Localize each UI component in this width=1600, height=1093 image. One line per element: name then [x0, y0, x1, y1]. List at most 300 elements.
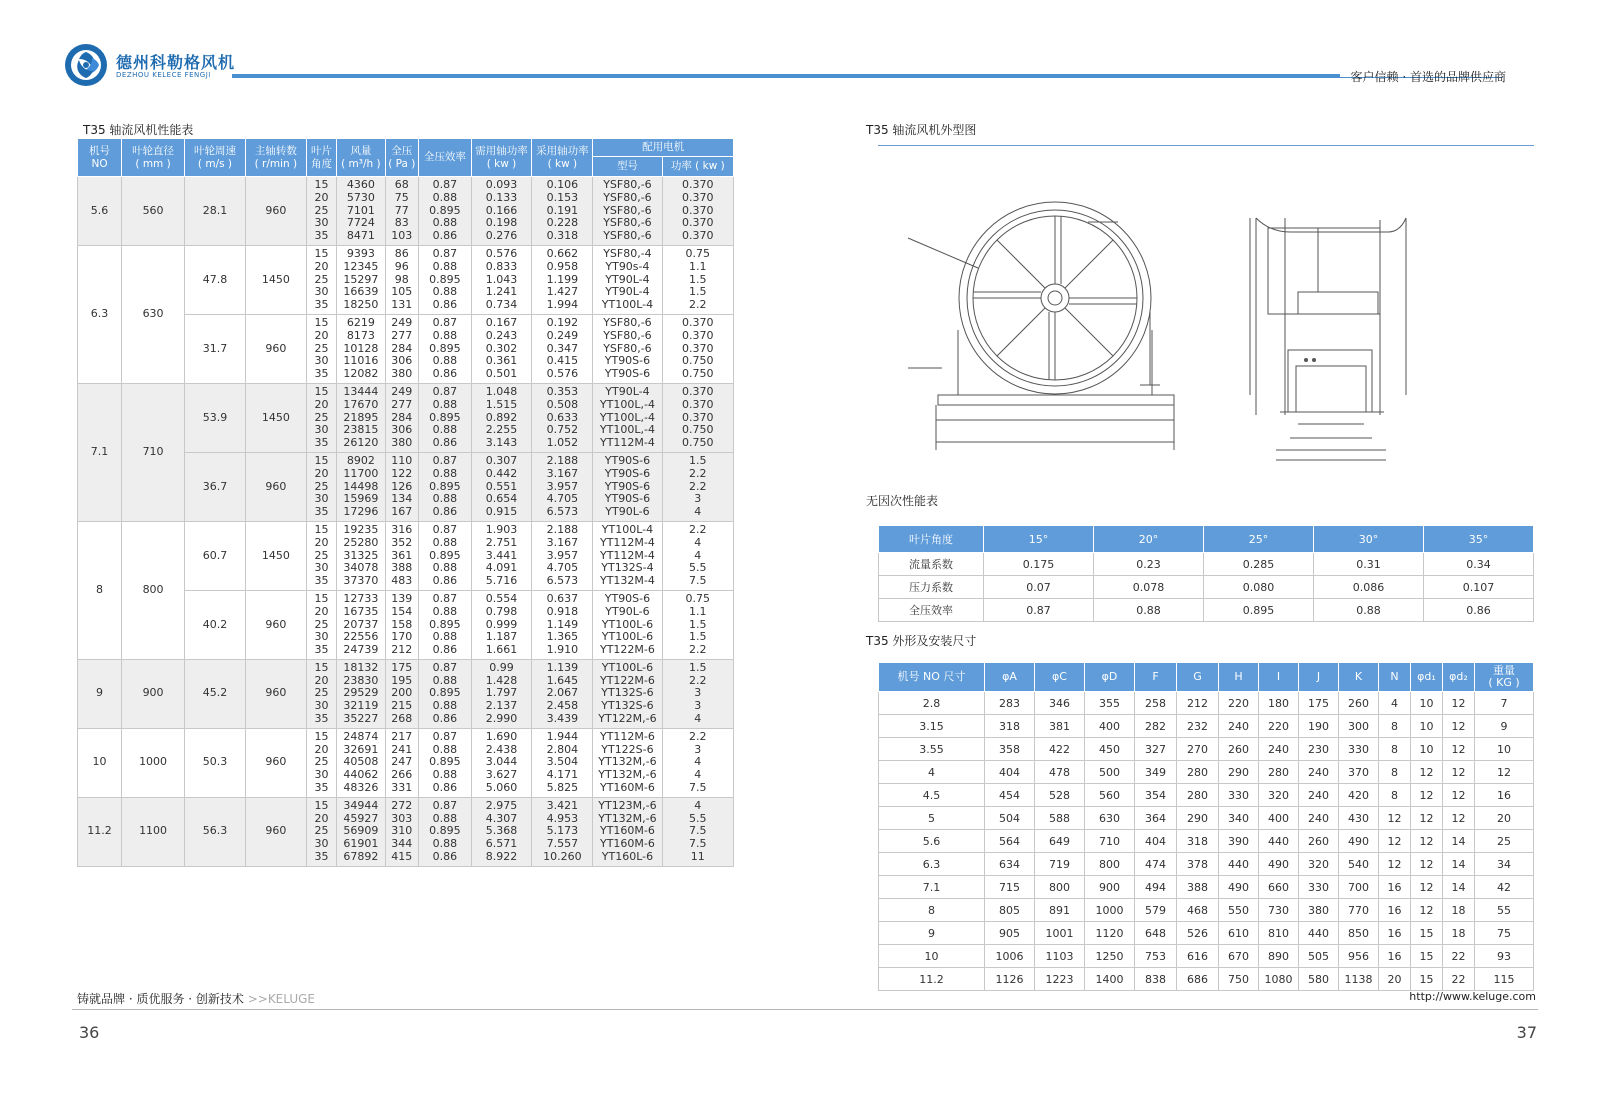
cell-efficiency: 0.87 0.88 0.895 0.88 0.86 — [419, 659, 471, 728]
dims-cell: 282 — [1135, 715, 1177, 738]
dims-cell: 440 — [1299, 922, 1339, 945]
dims-header-cell: N — [1379, 663, 1411, 692]
dims-cell: 260 — [1339, 692, 1379, 715]
dims-header-cell: 机号 NO 尺寸 — [879, 663, 985, 692]
cell-motor-model: YSF80,-6 YSF80,-6 YSF80,-6 YSF80,-6 YSF80,-6 — [593, 177, 662, 246]
dims-cell: 34 — [1475, 853, 1534, 876]
dims-cell: 490 — [1339, 830, 1379, 853]
dimless-cell: 0.34 — [1424, 553, 1534, 576]
table-row — [879, 945, 1534, 968]
dims-cell: 93 — [1475, 945, 1534, 968]
dims-cell: 610 — [1219, 922, 1259, 945]
dims-cell: 8 — [1379, 715, 1411, 738]
dims-header-cell: 重量 ( KG ) — [1475, 663, 1534, 692]
dimless-header-cell: 叶片角度 — [879, 526, 984, 553]
dims-cell: 378 — [1177, 853, 1219, 876]
dims-cell: 404 — [985, 761, 1035, 784]
cell-motor-model: YT123M,-6 YT132M,-6 YT160M-6 YT160M-6 YT160L-6 — [593, 797, 662, 866]
dims-cell: 12 — [1475, 761, 1534, 784]
cell-motor-power: 0.370 0.370 0.370 0.370 0.370 — [662, 177, 733, 246]
cell-efficiency: 0.87 0.88 0.895 0.88 0.86 — [419, 797, 471, 866]
dims-cell: 12 — [1443, 807, 1475, 830]
dims-cell: 220 — [1219, 692, 1259, 715]
dims-cell: 20 — [1379, 968, 1411, 991]
dims-cell: 260 — [1219, 738, 1259, 761]
dimless-cell: 0.080 — [1204, 576, 1314, 599]
dims-cell: 420 — [1339, 784, 1379, 807]
cell-rpm: 960 — [245, 452, 306, 521]
dims-cell: 230 — [1299, 738, 1339, 761]
cell-efficiency: 0.87 0.88 0.895 0.88 0.86 — [419, 383, 471, 452]
dimless-table-body — [879, 553, 1534, 622]
dims-cell: 12 — [1379, 807, 1411, 830]
dimless-cell: 0.175 — [984, 553, 1094, 576]
cell-motor-power: 1.5 2.2 2.2 3 4 — [662, 452, 733, 521]
dims-cell: 280 — [1177, 761, 1219, 784]
dims-cell: 22 — [1443, 945, 1475, 968]
dims-table — [878, 662, 1534, 991]
dims-cell: 12 — [1443, 761, 1475, 784]
dims-cell: 8 — [879, 899, 985, 922]
table-row — [879, 807, 1534, 830]
dims-cell: 5 — [879, 807, 985, 830]
cell-flow: 24874 32691 40508 44062 48326 — [337, 728, 385, 797]
dims-cell: 240 — [1299, 761, 1339, 784]
dims-cell: 700 — [1339, 876, 1379, 899]
brand-logo — [64, 43, 108, 87]
dims-cell: 10 — [879, 945, 985, 968]
th-tip-speed: 叶轮周速 ( m/s ) — [185, 139, 246, 177]
cell-flow: 34944 45927 56909 61901 67892 — [337, 797, 385, 866]
dims-header-cell: φd₂ — [1443, 663, 1475, 692]
dims-header-cell: F — [1135, 663, 1177, 692]
dims-cell: 12 — [1411, 761, 1443, 784]
dims-cell: 12 — [1411, 876, 1443, 899]
dims-cell: 370 — [1339, 761, 1379, 784]
cell-motor-power: 4 5.5 7.5 7.5 11 — [662, 797, 733, 866]
dims-cell: 660 — [1259, 876, 1299, 899]
page-number-left: 36 — [79, 1023, 100, 1042]
cell-angles: 15 20 25 30 35 — [306, 245, 336, 314]
dims-cell: 838 — [1135, 968, 1177, 991]
cell-flow: 6219 8173 10128 11016 12082 — [337, 314, 385, 383]
cell-req-power: 1.903 2.751 3.441 4.091 5.716 — [471, 521, 532, 590]
cell-motor-power: 0.75 1.1 1.5 1.5 2.2 — [662, 590, 733, 659]
dims-table-body — [879, 692, 1534, 991]
dims-cell: 349 — [1135, 761, 1177, 784]
dims-cell: 630 — [1085, 807, 1135, 830]
th-angle: 叶片 角度 — [306, 139, 336, 177]
table-row — [78, 521, 734, 590]
dimless-cell: 0.31 — [1314, 553, 1424, 576]
cell-motor-model: YT112M-6 YT122S-6 YT132M,-6 YT132M,-6 YT160M-6 — [593, 728, 662, 797]
brand-name-cn: 德州科勒格风机 — [116, 53, 236, 72]
dimless-header-cell: 30° — [1314, 526, 1424, 553]
dims-cell: 320 — [1259, 784, 1299, 807]
dims-cell: 14 — [1443, 853, 1475, 876]
cell-rpm: 1450 — [245, 245, 306, 314]
dims-cell: 649 — [1035, 830, 1085, 853]
th-req-power: 需用轴功率 ( kw ) — [471, 139, 532, 177]
cell-req-power: 0.307 0.442 0.551 0.654 0.915 — [471, 452, 532, 521]
drawing-title-rule — [878, 145, 1534, 146]
cell-diameter: 1100 — [122, 797, 185, 866]
dims-cell: 12 — [1443, 784, 1475, 807]
dims-cell: 270 — [1177, 738, 1219, 761]
dims-cell: 800 — [1035, 876, 1085, 899]
dims-cell: 1138 — [1339, 968, 1379, 991]
dims-cell: 9 — [879, 922, 985, 945]
dims-cell: 354 — [1135, 784, 1177, 807]
dims-cell: 430 — [1339, 807, 1379, 830]
drawing-title: T35 轴流风机外型图 — [866, 123, 977, 137]
dims-cell: 75 — [1475, 922, 1534, 945]
dims-cell: 474 — [1135, 853, 1177, 876]
dims-cell: 1080 — [1259, 968, 1299, 991]
cell-req-power: 0.554 0.798 0.999 1.187 1.661 — [471, 590, 532, 659]
dims-cell: 616 — [1177, 945, 1219, 968]
table-row — [879, 599, 1534, 622]
dims-cell: 850 — [1339, 922, 1379, 945]
dims-cell: 404 — [1135, 830, 1177, 853]
dims-cell: 10 — [1411, 692, 1443, 715]
dims-cell: 891 — [1035, 899, 1085, 922]
dims-cell: 715 — [985, 876, 1035, 899]
dims-cell: 14 — [1443, 830, 1475, 853]
footer-rule — [72, 1009, 1538, 1010]
dims-cell: 390 — [1219, 830, 1259, 853]
cell-flow: 9393 12345 15297 16639 18250 — [337, 245, 385, 314]
cell-efficiency: 0.87 0.88 0.895 0.88 0.86 — [419, 314, 471, 383]
cell-angles: 15 20 25 30 35 — [306, 383, 336, 452]
dims-cell: 3.55 — [879, 738, 985, 761]
dims-cell: 12 — [1411, 807, 1443, 830]
table-row — [78, 659, 734, 728]
page-number-right: 37 — [1516, 1023, 1537, 1042]
table-row — [879, 738, 1534, 761]
cell-flow: 8902 11700 14498 15969 17296 — [337, 452, 385, 521]
cell-flow: 4360 5730 7101 7724 8471 — [337, 177, 385, 246]
cell-pressure: 110 122 126 134 167 — [385, 452, 419, 521]
cell-pressure: 249 277 284 306 380 — [385, 314, 419, 383]
cell-motor-power: 2.2 4 4 5.5 7.5 — [662, 521, 733, 590]
cell-use-power: 1.944 2.804 3.504 4.171 5.825 — [532, 728, 593, 797]
dims-cell: 490 — [1219, 876, 1259, 899]
cell-motor-model: YSF80,-6 YSF80,-6 YSF80,-6 YT90S-6 YT90S-6 — [593, 314, 662, 383]
dims-cell: 318 — [985, 715, 1035, 738]
cell-pressure: 272 303 310 344 415 — [385, 797, 419, 866]
cell-angles: 15 20 25 30 35 — [306, 728, 336, 797]
dims-cell: 770 — [1339, 899, 1379, 922]
cell-motor-power: 0.75 1.1 1.5 1.5 2.2 — [662, 245, 733, 314]
dimless-cell: 0.88 — [1314, 599, 1424, 622]
dims-cell: 3.15 — [879, 715, 985, 738]
cell-angles: 15 20 25 30 35 — [306, 521, 336, 590]
cell-diameter: 560 — [122, 177, 185, 246]
dims-cell: 240 — [1299, 807, 1339, 830]
cell-use-power: 0.353 0.508 0.633 0.752 1.052 — [532, 383, 593, 452]
table-row — [879, 922, 1534, 945]
dimless-cell: 0.87 — [984, 599, 1094, 622]
cell-pressure: 139 154 158 170 212 — [385, 590, 419, 659]
dimless-cell: 0.086 — [1314, 576, 1424, 599]
dims-cell: 719 — [1035, 853, 1085, 876]
cell-req-power: 0.99 1.428 1.797 2.137 2.990 — [471, 659, 532, 728]
dims-header-row — [879, 663, 1534, 692]
dimless-table — [878, 525, 1534, 622]
perf-table-title: T35 轴流风机性能表 — [83, 123, 194, 137]
cell-req-power: 0.093 0.133 0.166 0.198 0.276 — [471, 177, 532, 246]
cell-motor-power: 0.370 0.370 0.370 0.750 0.750 — [662, 314, 733, 383]
dims-cell: 526 — [1177, 922, 1219, 945]
table-row — [879, 576, 1534, 599]
dims-cell: 12 — [1379, 830, 1411, 853]
dims-cell: 12 — [1411, 853, 1443, 876]
dims-cell: 115 — [1475, 968, 1534, 991]
dims-cell: 260 — [1299, 830, 1339, 853]
dimless-cell: 0.07 — [984, 576, 1094, 599]
cell-no: 9 — [78, 659, 122, 728]
dims-header-cell: G — [1177, 663, 1219, 692]
table-row — [879, 715, 1534, 738]
dims-cell: 1400 — [1085, 968, 1135, 991]
dims-cell: 422 — [1035, 738, 1085, 761]
table-row — [879, 968, 1534, 991]
dims-cell: 10 — [1475, 738, 1534, 761]
dims-cell: 900 — [1085, 876, 1135, 899]
cell-tip-speed: 45.2 — [185, 659, 246, 728]
dims-cell: 905 — [985, 922, 1035, 945]
header-slogan: 客户信赖 · 首选的品牌供应商 — [1350, 70, 1506, 84]
th-motor-model: 型号 — [593, 157, 662, 177]
dimless-cell: 0.23 — [1094, 553, 1204, 576]
dims-cell: 16 — [1379, 876, 1411, 899]
dims-header-cell: H — [1219, 663, 1259, 692]
dims-cell: 300 — [1339, 715, 1379, 738]
dimless-cell: 0.88 — [1094, 599, 1204, 622]
cell-angles: 15 20 25 30 35 — [306, 797, 336, 866]
th-efficiency: 全压效率 — [419, 139, 471, 177]
dimless-cell: 0.895 — [1204, 599, 1314, 622]
cell-angles: 15 20 25 30 35 — [306, 314, 336, 383]
dims-cell: 4 — [879, 761, 985, 784]
dims-header-cell: φD — [1085, 663, 1135, 692]
header-rule — [232, 74, 1340, 78]
dims-cell: 686 — [1177, 968, 1219, 991]
cell-angles: 15 20 25 30 35 — [306, 590, 336, 659]
dims-cell: 15 — [1411, 922, 1443, 945]
table-row — [879, 853, 1534, 876]
dims-cell: 494 — [1135, 876, 1177, 899]
cell-motor-model: YT90S-6 YT90S-6 YT90S-6 YT90S-6 YT90L-6 — [593, 452, 662, 521]
dims-cell: 180 — [1259, 692, 1299, 715]
cell-diameter: 1000 — [122, 728, 185, 797]
table-row — [879, 899, 1534, 922]
cell-diameter: 630 — [122, 245, 185, 383]
dims-cell: 4 — [1379, 692, 1411, 715]
dims-cell: 468 — [1177, 899, 1219, 922]
dims-cell: 580 — [1299, 968, 1339, 991]
cell-angles: 15 20 25 30 35 — [306, 177, 336, 246]
dims-cell: 478 — [1035, 761, 1085, 784]
dims-cell: 550 — [1219, 899, 1259, 922]
dims-cell: 290 — [1219, 761, 1259, 784]
th-motor-power: 功率 ( kw ) — [662, 157, 733, 177]
dimless-cell: 0.86 — [1424, 599, 1534, 622]
dims-cell: 16 — [1379, 945, 1411, 968]
cell-use-power: 1.139 1.645 2.067 2.458 3.439 — [532, 659, 593, 728]
dims-cell: 500 — [1085, 761, 1135, 784]
footer-slogan-suffix: >>KELUGE — [243, 992, 316, 1006]
dims-cell: 327 — [1135, 738, 1177, 761]
dims-cell: 290 — [1177, 807, 1219, 830]
cell-tip-speed: 56.3 — [185, 797, 246, 866]
dims-cell: 1120 — [1085, 922, 1135, 945]
dims-cell: 1006 — [985, 945, 1035, 968]
cell-tip-speed: 50.3 — [185, 728, 246, 797]
dims-cell: 18 — [1443, 922, 1475, 945]
cell-rpm: 960 — [245, 728, 306, 797]
dims-cell: 16 — [1379, 922, 1411, 945]
table-row — [879, 830, 1534, 853]
dims-cell: 14 — [1443, 876, 1475, 899]
dims-cell: 42 — [1475, 876, 1534, 899]
dims-cell: 8 — [1379, 784, 1411, 807]
dims-cell: 528 — [1035, 784, 1085, 807]
cell-use-power: 2.188 3.167 3.957 4.705 6.573 — [532, 521, 593, 590]
dims-cell: 12 — [1443, 738, 1475, 761]
cell-flow: 18132 23830 29529 32119 35227 — [337, 659, 385, 728]
dims-cell: 11.2 — [879, 968, 985, 991]
dims-header-cell: φC — [1035, 663, 1085, 692]
th-pressure: 全压 ( Pa ) — [385, 139, 419, 177]
dims-cell: 1223 — [1035, 968, 1085, 991]
cell-diameter: 900 — [122, 659, 185, 728]
perf-table-body — [78, 177, 734, 867]
dims-cell: 400 — [1085, 715, 1135, 738]
dims-cell: 240 — [1259, 738, 1299, 761]
cell-flow: 13444 17670 21895 23815 26120 — [337, 383, 385, 452]
cell-no: 10 — [78, 728, 122, 797]
dims-cell: 454 — [985, 784, 1035, 807]
cell-use-power: 0.662 0.958 1.199 1.427 1.994 — [532, 245, 593, 314]
cell-motor-model: YT90L-4 YT100L,-4 YT100L,-4 YT100L,-4 YT112M-4 — [593, 383, 662, 452]
dims-cell: 490 — [1259, 853, 1299, 876]
th-rpm: 主轴转数 ( r/min ) — [245, 139, 306, 177]
dims-cell: 9 — [1475, 715, 1534, 738]
cell-rpm: 960 — [245, 314, 306, 383]
cell-use-power: 0.192 0.249 0.347 0.415 0.576 — [532, 314, 593, 383]
dimless-header-cell: 15° — [984, 526, 1094, 553]
dims-cell: 380 — [1299, 899, 1339, 922]
dims-cell: 805 — [985, 899, 1035, 922]
dims-cell: 1126 — [985, 968, 1035, 991]
th-diameter: 叶轮直径 ( mm ) — [122, 139, 185, 177]
cell-req-power: 0.167 0.243 0.302 0.361 0.501 — [471, 314, 532, 383]
dims-cell: 890 — [1259, 945, 1299, 968]
cell-use-power: 0.637 0.918 1.149 1.365 1.910 — [532, 590, 593, 659]
dims-cell: 212 — [1177, 692, 1219, 715]
dims-cell: 240 — [1219, 715, 1259, 738]
th-no: 机号 NO — [78, 139, 122, 177]
dims-cell: 330 — [1219, 784, 1259, 807]
cell-flow: 12733 16735 20737 22556 24739 — [337, 590, 385, 659]
table-row — [879, 692, 1534, 715]
dims-header-cell: φA — [985, 663, 1035, 692]
cell-rpm: 960 — [245, 177, 306, 246]
dims-cell: 8 — [1379, 761, 1411, 784]
cell-motor-model: YT90S-6 YT90L-6 YT100L-6 YT100L-6 YT122M-6 — [593, 590, 662, 659]
dims-cell: 190 — [1299, 715, 1339, 738]
dims-cell: 7.1 — [879, 876, 985, 899]
cell-pressure: 175 195 200 215 268 — [385, 659, 419, 728]
perf-table — [77, 138, 734, 867]
cell-pressure: 217 241 247 266 331 — [385, 728, 419, 797]
dims-header-cell: J — [1299, 663, 1339, 692]
dims-cell: 588 — [1035, 807, 1085, 830]
cell-tip-speed: 60.7 — [185, 521, 246, 590]
dims-cell: 388 — [1177, 876, 1219, 899]
dimless-header-row — [879, 526, 1534, 553]
brand-name-en: DEZHOU KELECE FENGJI — [116, 71, 211, 79]
footer-url[interactable]: http://www.keluge.com — [1409, 990, 1536, 1003]
cell-use-power: 2.188 3.167 3.957 4.705 6.573 — [532, 452, 593, 521]
cell-no: 6.3 — [78, 245, 122, 383]
table-row — [78, 728, 734, 797]
dims-header-cell: φd₁ — [1411, 663, 1443, 692]
th-flow: 风量 ( m³/h ) — [337, 139, 385, 177]
dims-cell: 330 — [1299, 876, 1339, 899]
cell-tip-speed: 28.1 — [185, 177, 246, 246]
th-use-power: 采用轴功率 ( kw ) — [532, 139, 593, 177]
dims-cell: 25 — [1475, 830, 1534, 853]
dims-cell: 7 — [1475, 692, 1534, 715]
dims-header-cell: K — [1339, 663, 1379, 692]
cell-pressure: 316 352 361 388 483 — [385, 521, 419, 590]
cell-efficiency: 0.87 0.88 0.895 0.88 0.86 — [419, 177, 471, 246]
cell-angles: 15 20 25 30 35 — [306, 659, 336, 728]
cell-motor-power: 1.5 2.2 3 3 4 — [662, 659, 733, 728]
dims-cell: 5.6 — [879, 830, 985, 853]
dims-cell: 1000 — [1085, 899, 1135, 922]
cell-no: 8 — [78, 521, 122, 659]
dimless-cell: 0.285 — [1204, 553, 1314, 576]
dims-cell: 12 — [1443, 692, 1475, 715]
dims-cell: 12 — [1411, 830, 1443, 853]
dims-cell: 1001 — [1035, 922, 1085, 945]
dims-cell: 358 — [985, 738, 1035, 761]
dims-cell: 12 — [1379, 853, 1411, 876]
cell-diameter: 800 — [122, 521, 185, 659]
dims-cell: 800 — [1085, 853, 1135, 876]
dims-cell: 381 — [1035, 715, 1085, 738]
dims-cell: 20 — [1475, 807, 1534, 830]
dimless-header-cell: 25° — [1204, 526, 1314, 553]
dimless-table-title: 无因次性能表 — [866, 494, 939, 508]
dims-cell: 175 — [1299, 692, 1339, 715]
cell-rpm: 960 — [245, 659, 306, 728]
dimless-cell: 0.107 — [1424, 576, 1534, 599]
dims-cell: 504 — [985, 807, 1035, 830]
dims-cell: 400 — [1259, 807, 1299, 830]
table-row — [879, 553, 1534, 576]
cell-motor-model: YT100L-4 YT112M-4 YT112M-4 YT132S-4 YT132M-4 — [593, 521, 662, 590]
table-row — [78, 245, 734, 314]
cell-pressure: 68 75 77 83 103 — [385, 177, 419, 246]
cell-efficiency: 0.87 0.88 0.895 0.88 0.86 — [419, 245, 471, 314]
table-row — [879, 761, 1534, 784]
cell-tip-speed: 53.9 — [185, 383, 246, 452]
